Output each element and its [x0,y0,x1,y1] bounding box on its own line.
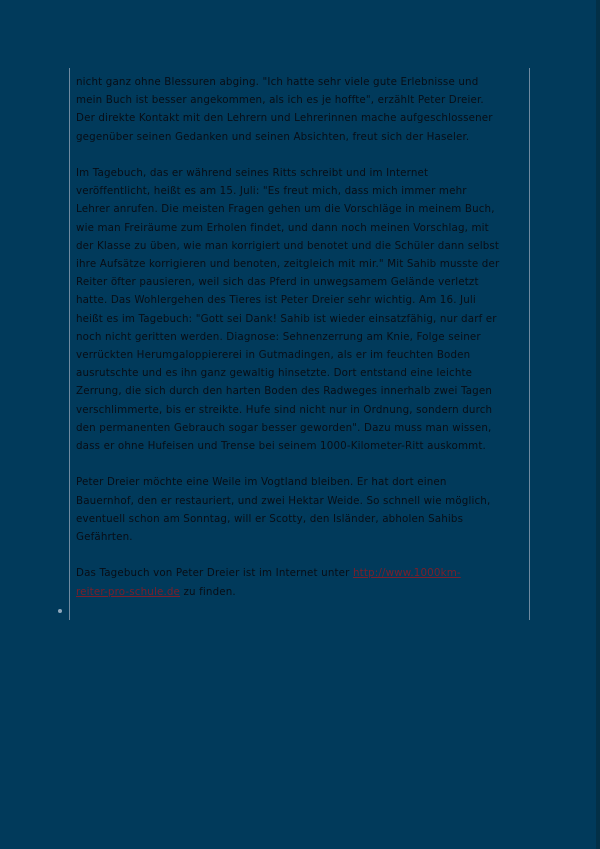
right-margin-line [529,68,530,620]
text-line: der Klasse zu üben, wie man korrigiert und benotet und die Schüler dann selbst [76,239,500,252]
text-line: wie man Freiräume zum Erholen findet, und dann noch meinen Vorschlag, mit [76,221,489,234]
text-line: noch nicht geritten werden. Diagnose: Sehnenzerrung am Knie, Folge seiner [76,330,481,343]
diary-link[interactable]: http://www.1000km- [352,567,461,580]
text-line: Lehrer anrufen. Die meisten Fragen gehen um die Vorschläge in meinem Buch, [76,203,495,216]
paragraph-4 [76,564,526,600]
text-line: verschlimmerte, bis er streikte. Hufe sind nicht nur in Ordnung, sondern durch [76,403,493,416]
text-line: Reiter öfter pausieren, weil sich das Pferd in unwegsamem Gelände verletzt [76,276,479,289]
link-suffix-text: zu finden. [180,585,236,598]
text-line: ihre Aufsätze korrigieren und benoten, zeitgleich mit mir." Mit Sahib musste der [76,258,500,271]
text-line: eventuell schon am Sonntag, will er Scotty, den Isländer, abholen Sahibs [76,512,464,525]
text-line: Der direkte Kontakt mit den Lehrern und Lehrerinnen mache aufgeschlossener [76,112,493,125]
text-line: Im Tagebuch, das er während seines Ritts schreibt und im Internet [76,167,429,179]
text-line: mein Buch ist besser angekommen, als ich es je hoffte", erzählt Peter Dreier. [76,94,484,107]
text-line: den permanenten Gebrauch sogar besser geworden". Dazu muss man wissen, [76,421,492,434]
text-line: Zerrung, die sich durch den harten Boden des Radweges innerhalb zwei Tagen [76,385,493,398]
text-line: Bauernhof, den er restauriert, und zwei Hektar Weide. So schnell wie möglich, [76,494,491,507]
text-line: dass er ohne Hufeisen und Trense bei seinem 1000-Kilometer-Ritt auskommt. [76,440,486,453]
text-line: Peter Dreier möchte eine Weile im Vogtland bleiben. Er hat dort einen [76,476,447,489]
text-line: hatte. Das Wohlergehen des Tieres ist Peter Dreier sehr wichtig. Am 16. Juli [76,294,476,307]
diary-link-continuation[interactable]: reiter-pro-schule.de [76,585,181,598]
link-prefix-text: Das Tagebuch von Peter Dreier ist im Internet unter [76,567,353,580]
text-line: verrückten Herumgaloppiererei in Gutmadingen, als er im feuchten Boden [76,349,471,362]
bullet-marker [58,609,62,613]
document-body [76,73,526,619]
text-line: Gefährten. [76,531,133,544]
text-line: veröffentlicht, heißt es am 15. Juli: "Es freut mich, dass mich immer mehr [76,185,467,198]
paragraph-3 [76,473,526,546]
left-margin-line [69,68,70,620]
text-line: heißt es im Tagebuch: "Gott sei Dank! Sahib ist wieder einsatzfähig, nur darf er [76,312,497,325]
paragraph-2 [76,164,526,455]
page-edge [596,0,600,849]
paragraph-1 [76,73,526,146]
text-line: ausrutschte und es ihn ganz gewaltig hinsetzte. Dort entstand eine leichte [76,367,473,380]
text-line [76,564,526,582]
text-line: gegenüber seinen Gedanken und seinen Absichten, freut sich der Haseler. [76,130,470,143]
text-line: nicht ganz ohne Blessuren abging. "Ich hatte sehr viele gute Erlebnisse und [76,76,479,88]
text-line [76,583,526,601]
